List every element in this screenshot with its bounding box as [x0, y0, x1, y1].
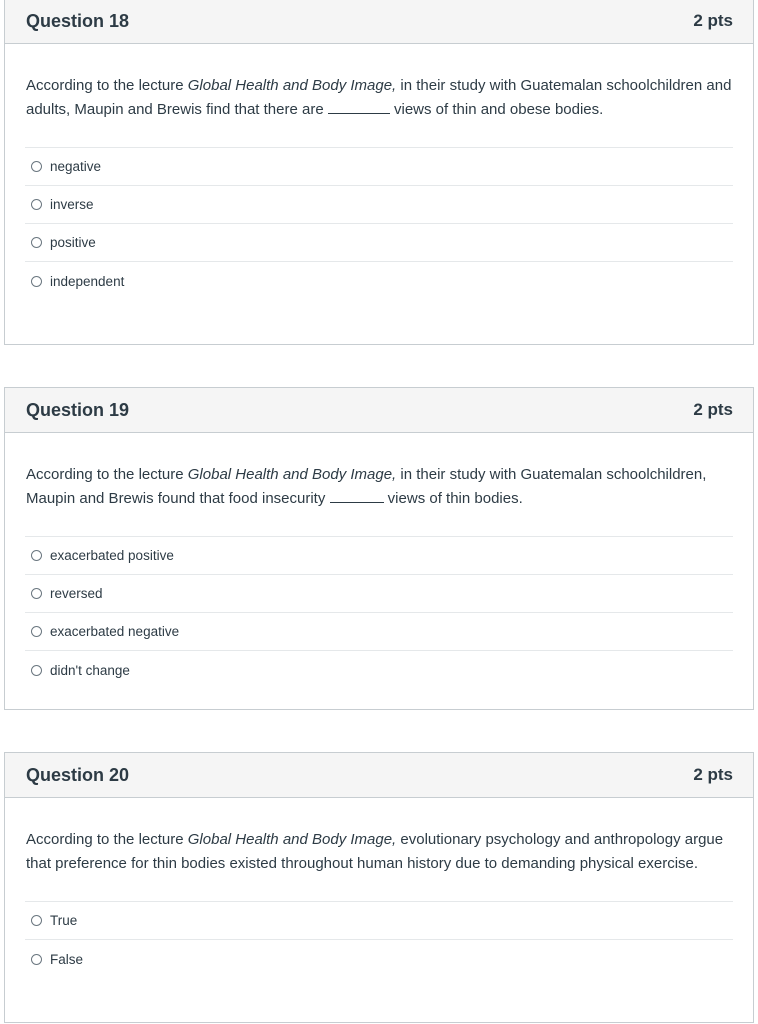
question-20 — [4, 752, 754, 1023]
answer-option[interactable] — [25, 148, 733, 186]
answer-option[interactable] — [25, 262, 733, 300]
answer-option[interactable] — [25, 186, 733, 224]
question-text-part: According to the lecture — [26, 831, 188, 848]
radio-button[interactable] — [31, 161, 42, 172]
answer-option[interactable] — [25, 940, 733, 978]
question-19 — [4, 387, 754, 710]
question-header — [5, 0, 753, 44]
fill-blank — [328, 99, 390, 114]
radio-button[interactable] — [31, 550, 42, 561]
question-text-part: in their study with Guatemalan schoolchildren and adults, Maupin and Brewis find that there are — [26, 77, 732, 118]
radio-button[interactable] — [31, 954, 42, 965]
answer-label: True — [50, 913, 78, 928]
radio-button[interactable] — [31, 199, 42, 210]
radio-button[interactable] — [31, 626, 42, 637]
answer-label: exacerbated negative — [50, 624, 180, 639]
answer-option[interactable] — [25, 613, 733, 651]
answer-label: didn't change — [50, 662, 130, 678]
question-text-part: in their study with Guatemalan schoolchildren, Maupin and Brewis found that food insecurity — [26, 466, 707, 507]
answer-option[interactable] — [25, 651, 733, 689]
question-18 — [4, 0, 754, 345]
answer-label: reversed — [50, 586, 103, 601]
radio-button[interactable] — [31, 665, 42, 676]
radio-button[interactable] — [31, 915, 42, 926]
answer-list — [25, 536, 733, 689]
question-text — [5, 798, 753, 876]
question-title: Question 18 — [26, 10, 130, 31]
answer-label: exacerbated positive — [50, 548, 174, 563]
question-text — [5, 44, 753, 122]
question-title: Question 20 — [26, 764, 130, 785]
radio-button[interactable] — [31, 276, 42, 287]
answer-label: inverse — [50, 197, 94, 212]
answer-label: False — [50, 951, 84, 967]
question-text-part: evolutionary psychology and anthropology argue that preference for thin bodies existed throughout human history due to demanding physical exercise. — [26, 831, 724, 872]
answer-option[interactable] — [25, 224, 733, 262]
radio-button[interactable] — [31, 588, 42, 599]
answer-option[interactable] — [25, 902, 733, 940]
answer-list — [25, 901, 733, 978]
question-text-part: views of thin bodies. — [383, 490, 523, 507]
answer-label: positive — [50, 235, 96, 250]
lecture-title: Global Health and Body Image, — [187, 466, 397, 483]
answer-label: independent — [50, 273, 125, 289]
question-header — [5, 388, 753, 433]
question-header — [5, 753, 753, 798]
answer-option[interactable] — [25, 575, 733, 613]
question-text — [5, 433, 753, 511]
question-title: Question 19 — [26, 399, 130, 420]
fill-blank — [330, 488, 384, 503]
question-points: 2 pts — [693, 11, 733, 30]
lecture-title: Global Health and Body Image, — [187, 831, 397, 848]
question-text-part: According to the lecture — [26, 466, 188, 483]
answer-label: negative — [50, 159, 102, 174]
lecture-title: Global Health and Body Image, — [187, 77, 397, 94]
question-points: 2 pts — [693, 400, 733, 419]
question-text-part: views of thin and obese bodies. — [389, 101, 604, 118]
question-points: 2 pts — [693, 765, 733, 784]
question-text-part: According to the lecture — [26, 77, 188, 94]
answer-option[interactable] — [25, 537, 733, 575]
radio-button[interactable] — [31, 237, 42, 248]
answer-list — [25, 147, 733, 300]
